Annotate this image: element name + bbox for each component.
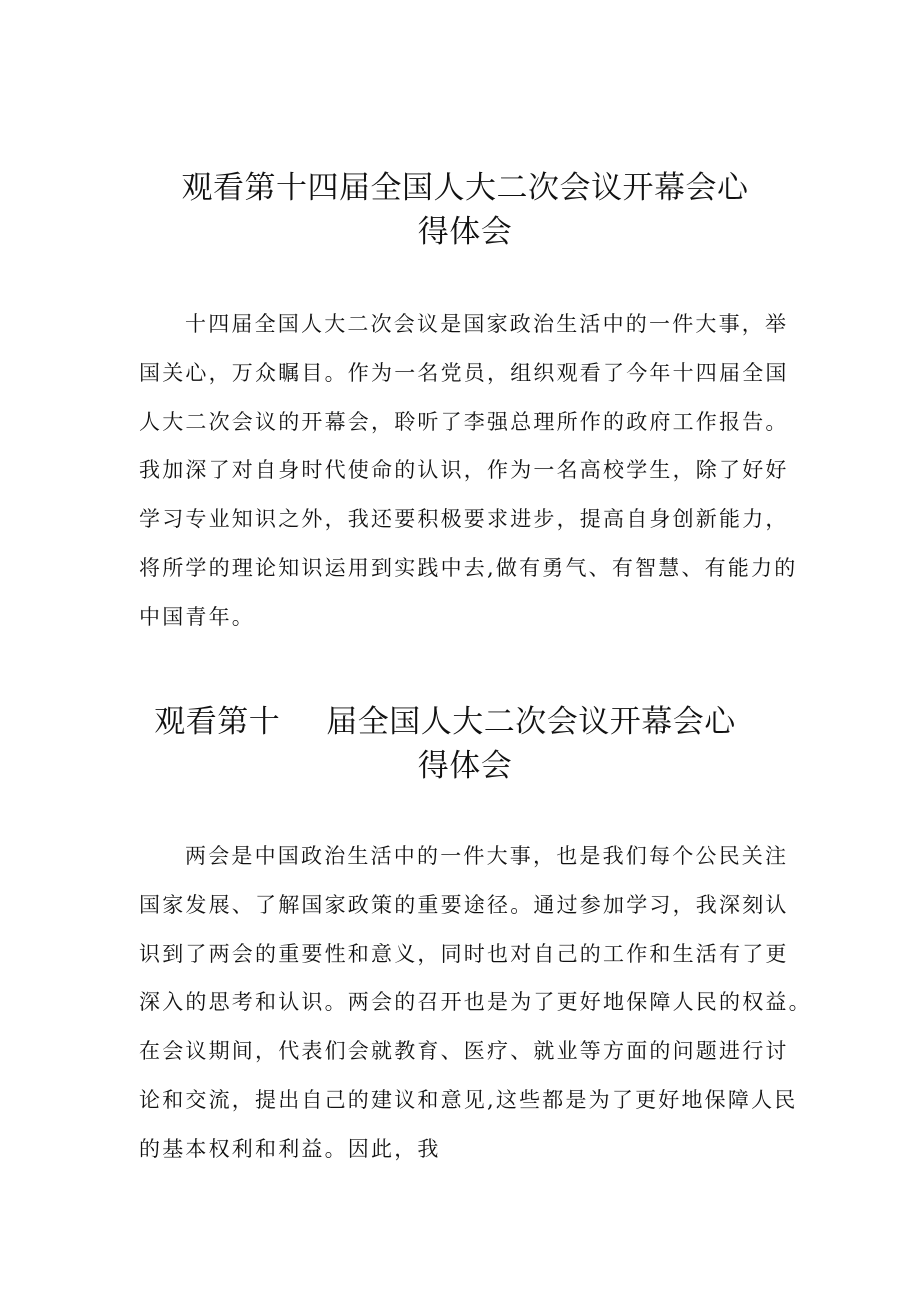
paragraph-line: 论和交流，提出自己的建议和意见,这些都是为了更好地保障人民 <box>139 1087 798 1112</box>
section-1-paragraph <box>139 300 799 642</box>
paragraph-line: 将所学的理论知识运用到实践中去,做有勇气、有智慧、有能力的 <box>139 555 798 580</box>
paragraph-line: 学习专业知识之外，我还要积极要求进步，提高自身创新能力， <box>139 507 789 532</box>
section-1-title-line-2: 得体会 <box>417 214 513 250</box>
paragraph-line: 人大二次会议的开幕会，聆听了李强总理所作的政府工作报告。 <box>139 409 789 434</box>
paragraph-line: 我加深了对自身时代使命的认识，作为一名高校学生，除了好好 <box>139 458 789 483</box>
paragraph-line: 深入的思考和认识。两会的召开也是为了更好地保障人民的权益。 <box>139 990 812 1015</box>
paragraph-line: 的基本权利和利益。因此，我 <box>139 1136 441 1161</box>
section-2-title <box>140 700 790 788</box>
paragraph-line: 国关心，万众瞩目。作为一名党员，组织观看了今年十四届全国 <box>139 360 789 385</box>
section-1-title-line-1: 观看第十四届全国人大二次会议开幕会心 <box>181 170 749 206</box>
paragraph-line: 两会是中国政治生活中的一件大事，也是我们每个公民关注 <box>185 844 789 868</box>
section-2-title-line-1 <box>120 700 770 744</box>
paragraph-line: 在会议期间，代表们会就教育、医疗、就业等方面的问题进行讨 <box>139 1039 789 1064</box>
paragraph-line: 国家发展、了解国家政策的重要途径。通过参加学习，我深刻认 <box>139 892 789 917</box>
paragraph-line: 十四届全国人大二次会议是国家政治生活中的一件大事，举 <box>185 312 789 336</box>
paragraph-line: 识到了两会的重要性和意义，同时也对自己的工作和生活有了更 <box>139 941 789 966</box>
section-2-title-part-a: 观看第十 <box>154 704 281 740</box>
section-2-title-line-2: 得体会 <box>417 748 513 784</box>
section-2-paragraph <box>139 832 812 1174</box>
paragraph-line: 中国青年。 <box>139 604 255 629</box>
section-1-title <box>140 166 790 254</box>
section-2-title-part-b: 届全国人大二次会议开幕会心 <box>326 704 736 740</box>
